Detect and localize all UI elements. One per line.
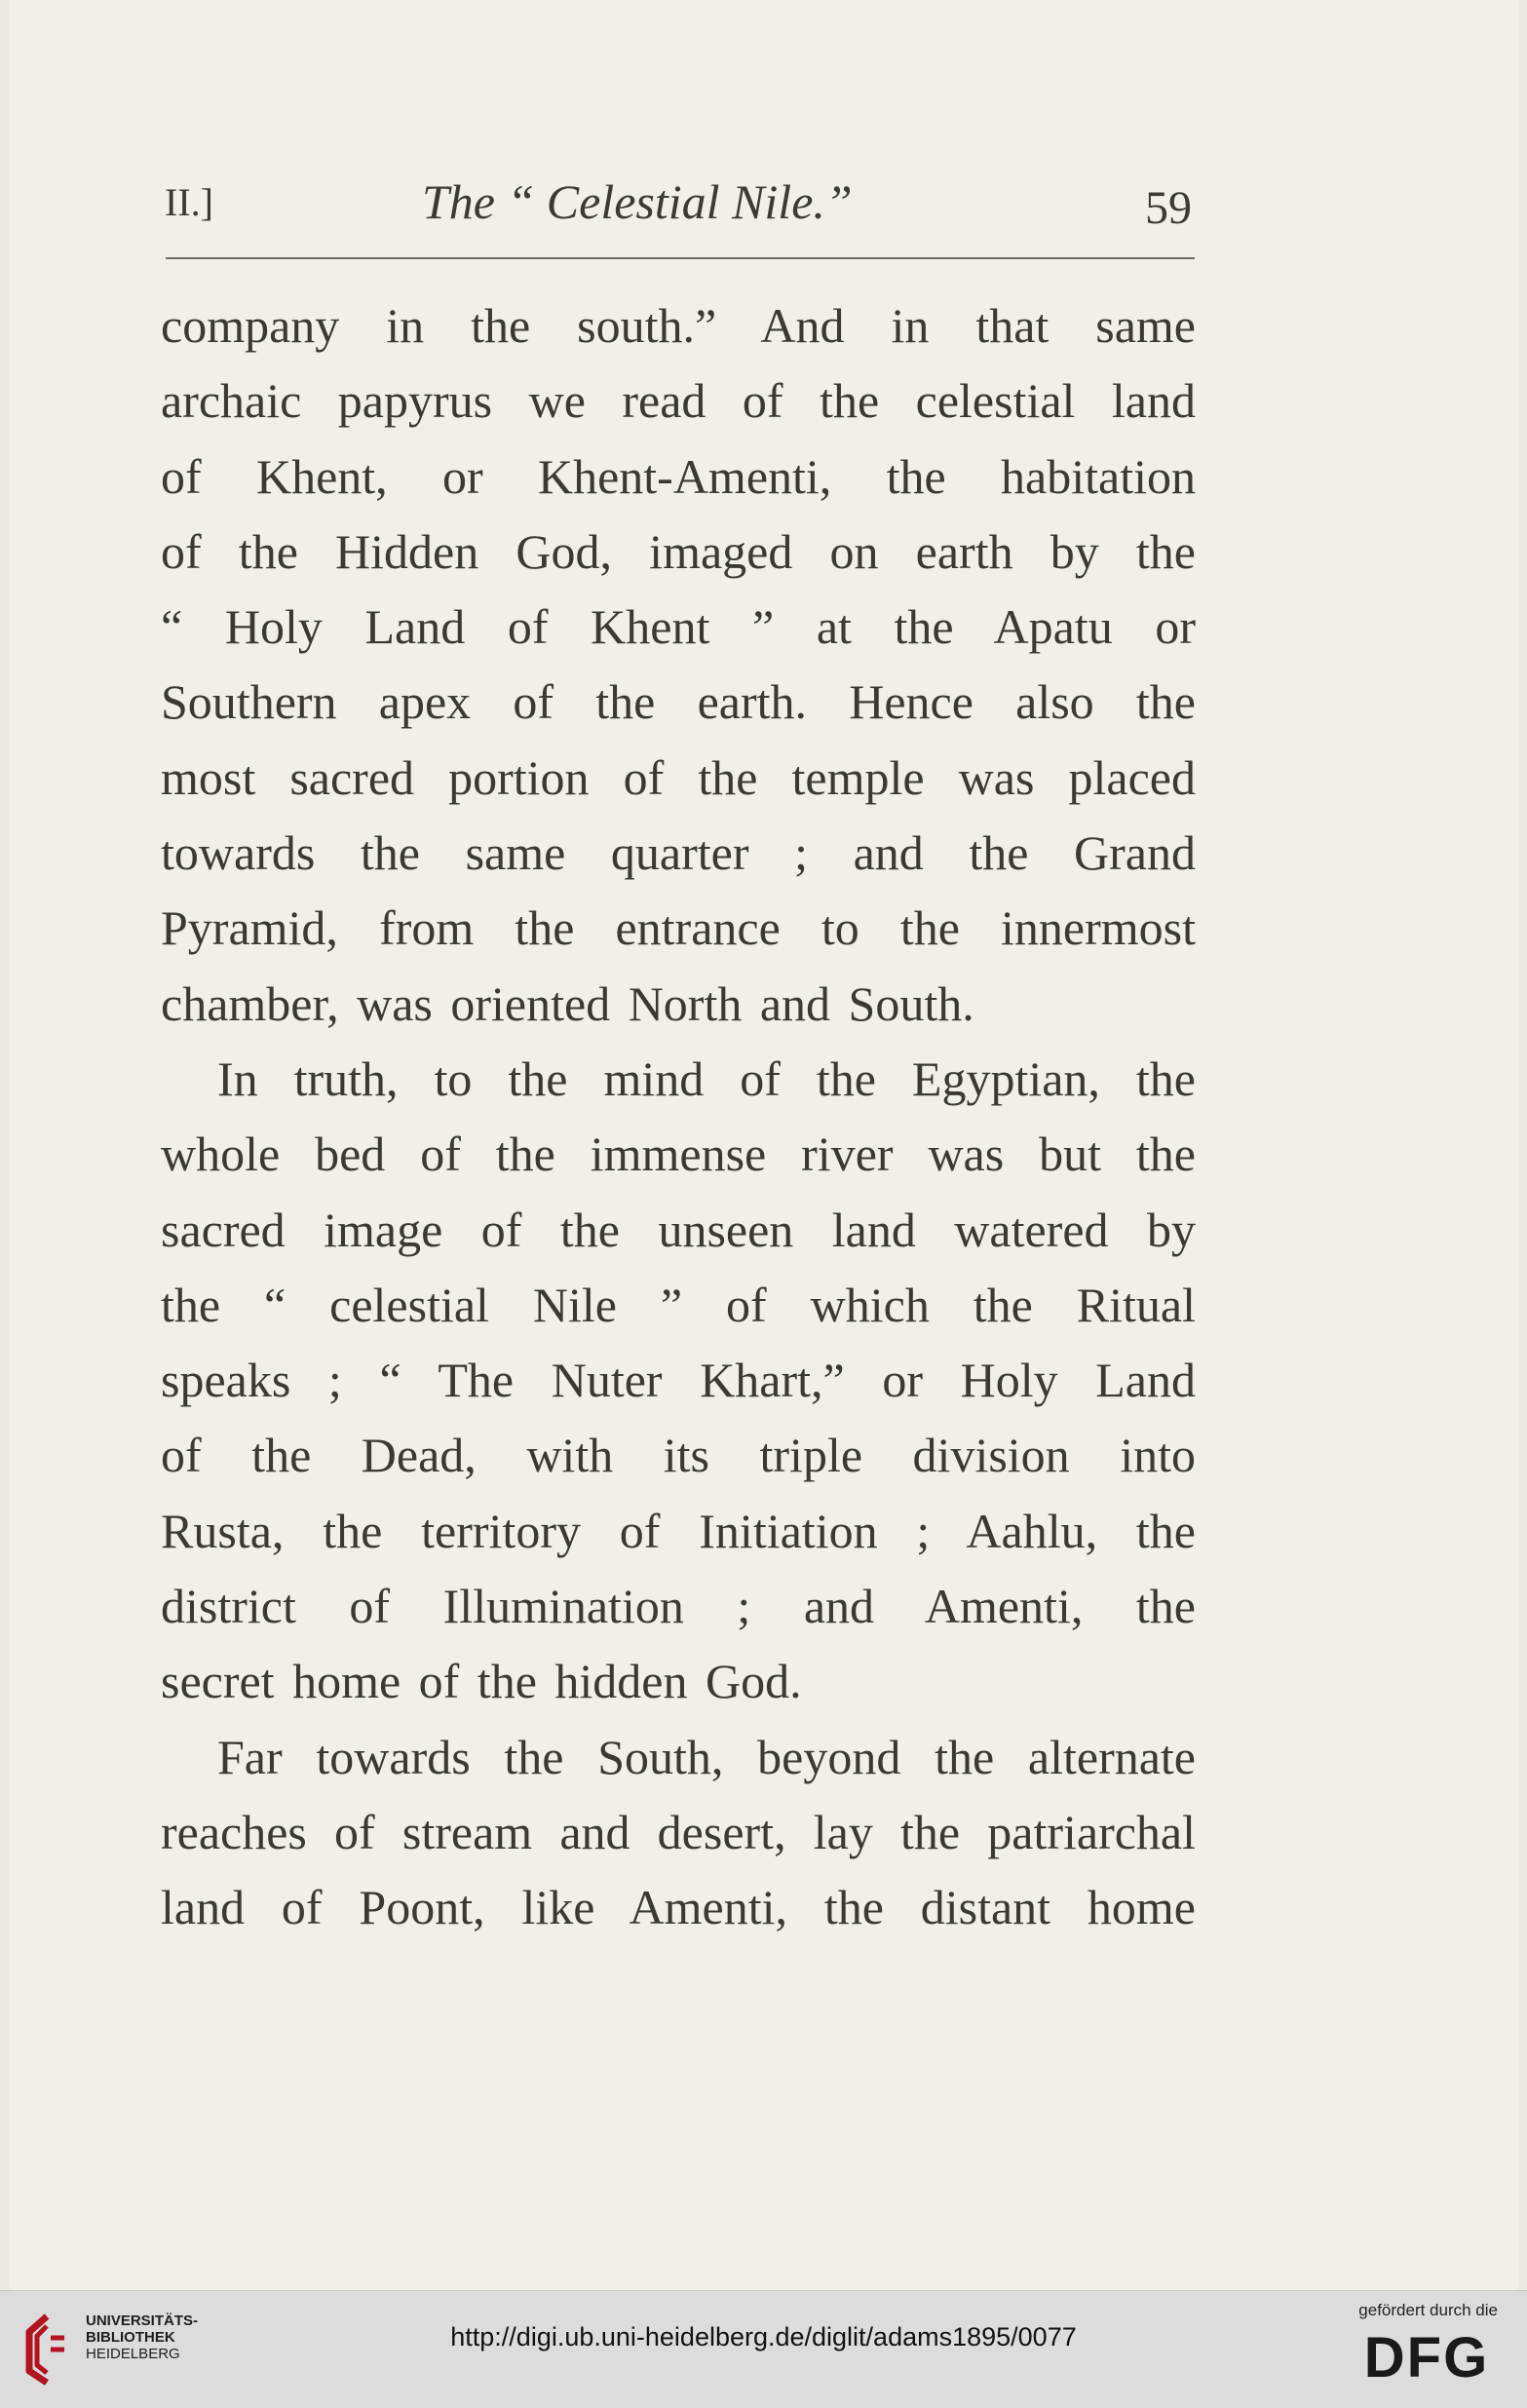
text-line: most sacred portion of the temple was placed: [161, 749, 1196, 805]
text-line: Far towards the South, beyond the alternate: [217, 1729, 1196, 1784]
library-name-line: BIBLIOTHEK: [86, 2329, 175, 2346]
text-line: In truth, to the mind of the Egyptian, the: [217, 1051, 1196, 1106]
text-line: the “ celestial Nile ” of which the Ritual: [161, 1277, 1196, 1332]
text-line: Pyramid, from the entrance to the innermost: [161, 900, 1196, 956]
dfg-logo-text: DFG: [1363, 2326, 1490, 2385]
text-line: district of Illumination ; and Amenti, the: [161, 1579, 1196, 1634]
text-line: secret home of the hidden God.: [161, 1654, 802, 1709]
library-name-line: HEIDELBERG: [86, 2346, 180, 2362]
text-line: speaks ; “ The Nuter Khart,” or Holy Land: [161, 1353, 1196, 1408]
text-line: “ Holy Land of Khent ” at the Apatu or: [161, 599, 1196, 655]
dfg-logo-icon: [1354, 2326, 1500, 2385]
text-line: of Khent, or Khent-Amenti, the habitation: [161, 448, 1196, 504]
text-line: company in the south.” And in that same: [161, 298, 1196, 353]
body-text: [161, 288, 1196, 1946]
header-rule: [166, 257, 1195, 259]
funder-label: gefördert durch die: [1358, 2301, 1498, 2319]
permalink-url[interactable]: http://digi.ub.uni-heidelberg.de/diglit/adams1895/0077: [450, 2322, 1077, 2351]
text-line: towards the same quarter ; and the Grand: [161, 825, 1196, 881]
page-header: [159, 173, 1192, 251]
text-line: of the Hidden God, imaged on earth by the: [161, 523, 1196, 579]
text-line: of the Dead, with its triple division into: [161, 1428, 1196, 1483]
text-line: archaic papyrus we read of the celestial land: [161, 373, 1196, 429]
chapter-marker: II.]: [165, 180, 213, 224]
text-line: land of Poont, like Amenti, the distant home: [161, 1880, 1196, 1935]
text-line: Rusta, the territory of Initiation ; Aahlu, the: [161, 1503, 1196, 1558]
text-line: sacred image of the unseen land watered by: [161, 1202, 1196, 1257]
library-name-line: UNIVERSITÄTS-: [86, 2312, 199, 2329]
footer-bar: [0, 2290, 1527, 2408]
page-number: 59: [1145, 182, 1192, 234]
text-line: whole bed of the immense river was but the: [161, 1127, 1196, 1182]
running-title: The “ Celestial Nile.”: [422, 174, 853, 229]
text-line: reaches of stream and desert, lay the patriarchal: [161, 1804, 1196, 1859]
text-line: chamber, was oriented North and South.: [161, 975, 974, 1031]
text-line: Southern apex of the earth. Hence also the: [161, 674, 1196, 730]
